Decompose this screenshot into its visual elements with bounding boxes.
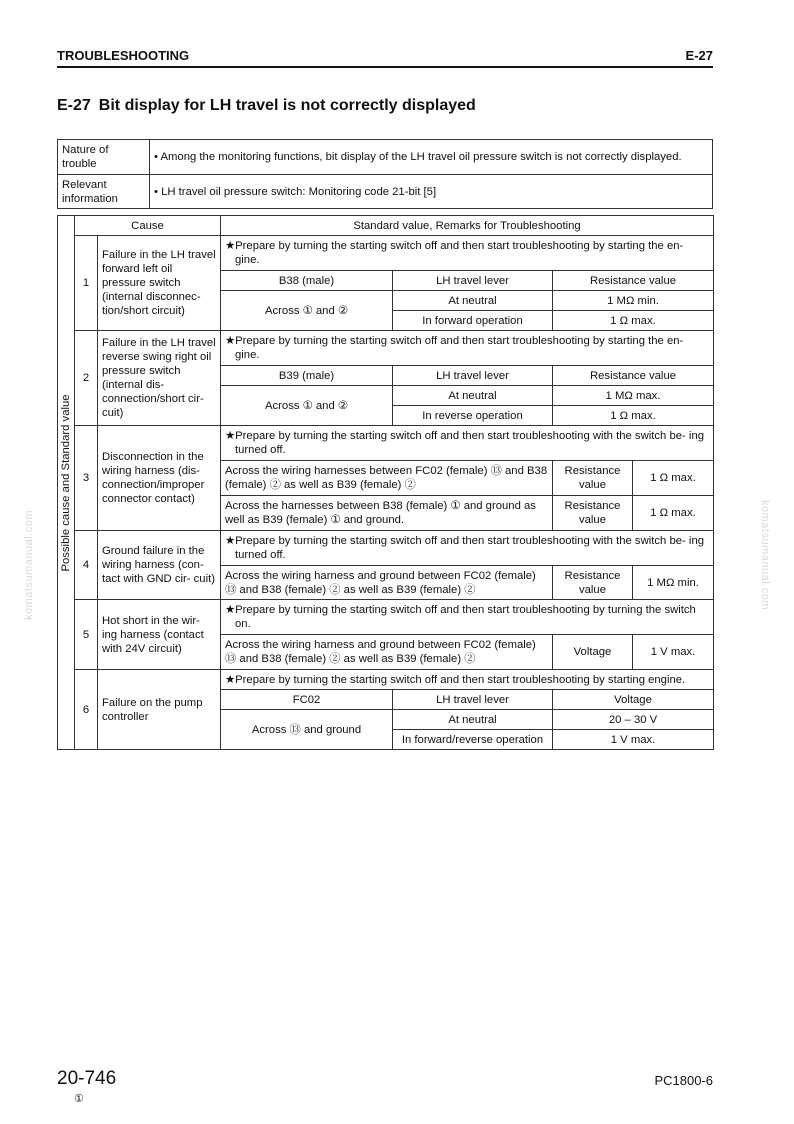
page-header (57, 48, 713, 68)
value-label: Resistance value (553, 566, 633, 600)
condition-header: LH travel lever (393, 271, 553, 291)
measure-point: Across the harnesses between B38 (female) ① and ground as well as B39 (female) ① and ground. (221, 496, 553, 531)
value-header: Resistance value (553, 366, 714, 386)
cause-number: 5 (75, 600, 98, 670)
nature-text: • Among the monitoring functions, bit display of the LH travel oil pressure switch is not correctly displayed. (150, 140, 713, 175)
cause-text: Failure in the LH travel forward left oil pressure switch (internal disconnec- tion/short circuit) (98, 236, 221, 331)
value-label: Voltage (553, 635, 633, 670)
cause-text: Failure on the pump controller (98, 670, 221, 750)
value-label: Resistance value (553, 461, 633, 496)
value-label: Resistance value (553, 496, 633, 531)
condition-header: LH travel lever (393, 690, 553, 710)
relevant-label: Relevant information (58, 175, 150, 209)
page-number: 20-746 (57, 1068, 117, 1089)
cause-number: 4 (75, 531, 98, 600)
info-table (57, 139, 713, 209)
prep-note (221, 236, 714, 271)
value-neutral: 1 MΩ min. (553, 291, 714, 311)
cause-number: 2 (75, 331, 98, 426)
measure-point: Across ① and ② (221, 291, 393, 331)
value-neutral: 20 – 30 V (553, 710, 714, 730)
measure-point: Across the wiring harnesses between FC02 (female) ⑬ and B38 (female) ② as well as B39 (female) ② (221, 461, 553, 496)
connector-header: FC02 (221, 690, 393, 710)
value: 1 Ω max. (633, 461, 714, 496)
model-name: PC1800-6 (654, 1073, 713, 1088)
prep-note (221, 670, 714, 690)
condition-neutral: At neutral (393, 291, 553, 311)
prep-note-text: ★Prepare by turning the starting switch off and then start troubleshooting with the switch be- ing turned off. (225, 535, 705, 561)
prep-note-text: ★Prepare by turning the starting switch off and then start troubleshooting with the switch be- ing turned off. (225, 430, 705, 456)
connector-header: B38 (male) (221, 271, 393, 291)
condition-neutral: At neutral (393, 710, 553, 730)
watermark-left: komatsumanual.com (23, 510, 35, 620)
header-page-code: E-27 (685, 48, 713, 63)
watermark-right: komatsumanual.com (759, 500, 771, 610)
condition-neutral: At neutral (393, 386, 553, 406)
condition-header: LH travel lever (393, 366, 553, 386)
value-operation: 1 Ω max. (553, 311, 714, 331)
value-neutral: 1 MΩ max. (553, 386, 714, 406)
condition-operation: In reverse operation (393, 406, 553, 426)
connector-header: B39 (male) (221, 366, 393, 386)
cause-number: 6 (75, 670, 98, 750)
page-title (57, 97, 476, 115)
header-section: TROUBLESHOOTING (57, 48, 190, 63)
value-operation: 1 V max. (553, 730, 714, 750)
value-operation: 1 Ω max. (553, 406, 714, 426)
prep-note-text: ★Prepare by turning the starting switch off and then start troubleshooting by starting engine. (225, 673, 686, 686)
cause-text: Failure in the LH travel reverse swing right oil pressure switch (internal dis- connection/short cir- cuit) (98, 331, 221, 426)
prep-note (221, 600, 714, 635)
nature-label: Nature of trouble (58, 140, 150, 175)
col-header-cause: Cause (75, 216, 221, 236)
condition-operation: In forward/reverse operation (393, 730, 553, 750)
revision-mark: ① (74, 1093, 84, 1105)
cause-number: 1 (75, 236, 98, 331)
col-header-standard: Standard value, Remarks for Troubleshooting (221, 216, 714, 236)
value: 1 V max. (633, 635, 714, 670)
title-code: E-27 (57, 97, 91, 114)
measure-point: Across ① and ② (221, 386, 393, 426)
measure-point: Across the wiring harness and ground between FC02 (female) ⑬ and B38 (female) ② as well as B39 (female) ② (221, 635, 553, 670)
prep-note-text: ★Prepare by turning the starting switch off and then start troubleshooting by starting the en- gine. (225, 335, 684, 361)
relevant-text: • LH travel oil pressure switch: Monitoring code 21-bit [5] (150, 175, 713, 209)
prep-note (221, 426, 714, 461)
measure-point: Across ⑬ and ground (221, 710, 393, 750)
measure-point: Across the wiring harness and ground between FC02 (female) ⑬ and B38 (female) ② as well as B39 (female) ② (221, 566, 553, 600)
side-label-cell (58, 216, 75, 750)
cause-text: Hot short in the wir- ing harness (contact with 24V circuit) (98, 600, 221, 670)
value: 1 MΩ min. (633, 566, 714, 600)
title-text: Bit display for LH travel is not correctly displayed (98, 97, 476, 114)
prep-note (221, 531, 714, 566)
prep-note-text: ★Prepare by turning the starting switch off and then start troubleshooting by turning the switch on. (225, 604, 696, 630)
side-label: Possible cause and Standard value (60, 393, 72, 572)
condition-operation: In forward operation (393, 311, 553, 331)
value: 1 Ω max. (633, 496, 714, 531)
prep-note (221, 331, 714, 366)
header-rule (57, 66, 713, 68)
value-header: Resistance value (553, 271, 714, 291)
prep-note-text: ★Prepare by turning the starting switch off and then start troubleshooting by starting the en- gine. (225, 240, 684, 266)
troubleshooting-table (57, 215, 714, 750)
cause-number: 3 (75, 426, 98, 531)
cause-text: Ground failure in the wiring harness (con- tact with GND cir- cuit) (98, 531, 221, 600)
cause-text: Disconnection in the wiring harness (dis- connection/improper connector contact) (98, 426, 221, 531)
value-header: Voltage (553, 690, 714, 710)
